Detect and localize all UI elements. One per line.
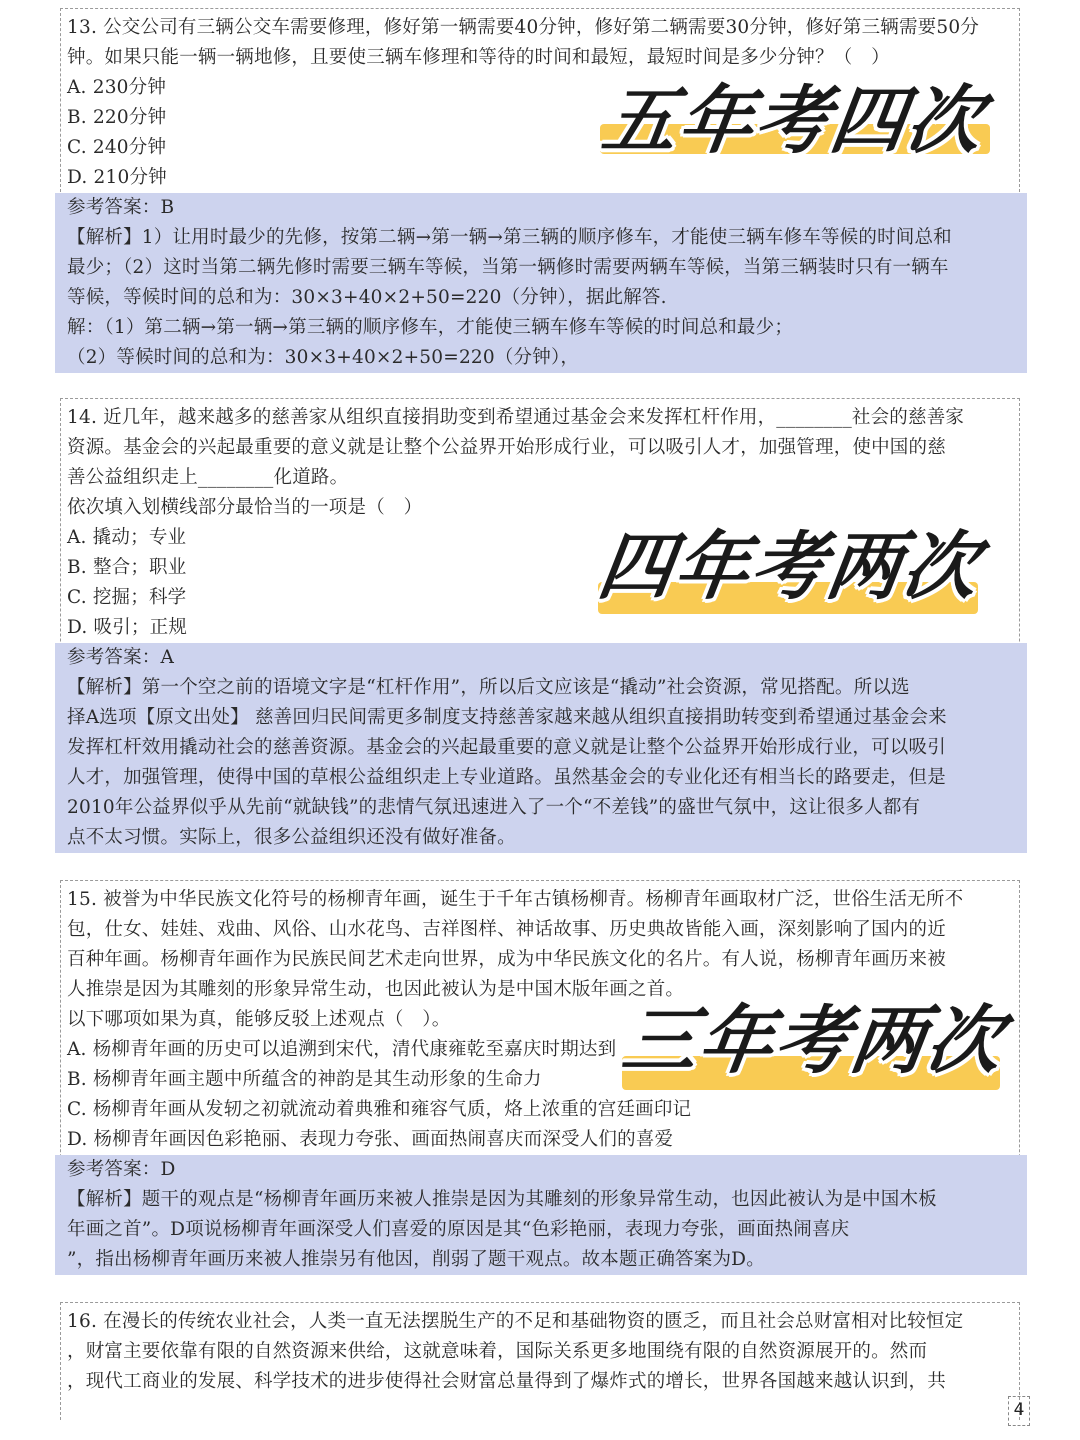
question-14-line-3: 善公益组织走上________化道路。 — [67, 467, 349, 488]
question-16-line-2: ，财富主要依靠有限的自然资源来供给，这就意味着，国际关系更多地围绕有限的自然资源展开的。然而 — [67, 1341, 928, 1362]
stamp-three-years-two-times: 三年考两次 — [617, 998, 1010, 1084]
question-13-explanation-3: 等候，等候时间的总和为：30×3+40×2+50=220（分钟），据此解答. — [67, 287, 667, 308]
question-14-content — [67, 403, 1015, 853]
question-16-line-3: ，现代工商业的发展、科学技术的进步使得社会财富总量得到了爆炸式的增长，世界各国越来越认识到，共 — [67, 1371, 946, 1392]
question-14-option-c: C. 挖掘；科学 — [67, 587, 187, 608]
question-16-box — [60, 1302, 1020, 1420]
question-13-answer-block — [55, 193, 1027, 373]
question-13-option-d: D. 210分钟 — [67, 167, 167, 188]
question-15-line-3: 百种年画。杨柳青年画作为民族民间艺术走向世界，成为中华民族文化的名片。有人说，杨柳青年画历来被 — [67, 949, 946, 970]
question-14-option-d: D. 吸引；正规 — [67, 617, 188, 638]
question-14-explanation-4: 人才，加强管理，使得中国的草根公益组织走上专业道路。虽然基金会的专业化还有相当长的路要走，但是 — [67, 767, 946, 788]
question-15-option-b: B. 杨柳青年画主题中所蕴含的神韵是其生动形象的生命力 — [67, 1069, 542, 1090]
question-15-line-4: 人推崇是因为其雕刻的形象异常生动，也因此被认为是中国木版年画之首。 — [67, 979, 685, 1000]
question-14-option-b: B. 整合；职业 — [67, 557, 187, 578]
question-16-content — [67, 1307, 1015, 1397]
question-13-explanation-4: 解：（1）第二辆→第一辆→第三辆的顺序修车，才能使三辆车修车等候的时间总和最少； — [67, 317, 794, 338]
stamp-four-years-two-times: 四年考两次 — [593, 524, 986, 610]
question-14-answer-block — [55, 643, 1027, 853]
question-13-line-1: 13. 公交公司有三辆公交车需要修理，修好第一辆需要40分钟，修好第二辆需要30分钟，修好第三辆需要50分 — [67, 17, 980, 38]
question-15-prompt: 以下哪项如果为真，能够反驳上述观点（ ）。 — [67, 1009, 451, 1030]
question-13-option-b: B. 220分钟 — [67, 107, 167, 128]
question-15-option-c: C. 杨柳青年画从发轫之初就流动着典雅和雍容气质，烙上浓重的宫廷画印记 — [67, 1099, 692, 1120]
question-14-prompt: 依次填入划横线部分最恰当的一项是（ ） — [67, 497, 423, 518]
question-15-explanation-3: ”，指出杨柳青年画历来被人推崇另有他因，削弱了题干观点。故本题正确答案为D。 — [67, 1249, 765, 1270]
question-13-option-c: C. 240分钟 — [67, 137, 167, 158]
question-14-explanation-2: 择A选项【原文出处】 慈善回归民间需更多制度支持慈善家越来越从组织直接捐助转变到希望通过基金会来 — [67, 707, 947, 728]
question-14-option-a: A. 撬动；专业 — [67, 527, 187, 548]
question-14-explanation-6: 点不太习惯。实际上，很多公益组织还没有做好准备。 — [67, 827, 516, 848]
question-14-explanation-3: 发挥杠杆效用撬动社会的慈善资源。基金会的兴起最重要的意义就是让整个公益界开始形成行业，可以吸引 — [67, 737, 946, 758]
question-15-option-a: A. 杨柳青年画的历史可以追溯到宋代，清代康雍乾至嘉庆时期达到 — [67, 1039, 617, 1060]
question-13-option-a: A. 230分钟 — [67, 77, 167, 98]
question-14-explanation-1: 【解析】第一个空之前的语境文字是“杠杆作用”，所以后文应该是“撬动”社会资源，常见搭配。所以选 — [67, 677, 910, 698]
question-14-line-1: 14. 近几年，越来越多的慈善家从组织直接捐助变到希望通过基金会来发挥杠杆作用，________社会的慈善家 — [67, 407, 965, 428]
stamp-five-years-four-times: 五年考四次 — [597, 78, 990, 164]
question-13-explanation-2: 最少；（2）这时当第二辆先修时需要三辆车等候，当第一辆修时需要两辆车等候，当第三辆装时只有一辆车 — [67, 257, 949, 278]
question-13-line-2: 钟。如果只能一辆一辆地修，且要使三辆车修理和等待的时间和最短，最短时间是多少分钟？（ ） — [67, 47, 890, 68]
question-14-answer: 参考答案：A — [67, 647, 175, 668]
question-13-explanation-5: （2）等候时间的总和为：30×3+40×2+50=220（分钟）， — [67, 347, 580, 368]
question-14-explanation-5: 2010年公益界似乎从先前“就缺钱”的悲情气氛迅速进入了一个“不差钱”的盛世气氛中，这让很多人都有 — [67, 797, 921, 818]
question-14-box — [60, 398, 1020, 852]
question-15-answer-block — [55, 1155, 1027, 1275]
question-15-explanation-2: 年画之首”。D项说杨柳青年画深受人们喜爱的原因是其“色彩艳丽，表现力夸张，画面热闹喜庆 — [67, 1219, 850, 1240]
question-14-line-2: 资源。基金会的兴起最重要的意义就是让整个公益界开始形成行业，可以吸引人才，加强管理，使中国的慈 — [67, 437, 946, 458]
question-15-line-2: 包，仕女、娃娃、戏曲、风俗、山水花鸟、吉祥图样、神话故事、历史典故皆能入画，深刻影响了国内的近 — [67, 919, 946, 940]
question-16-line-1: 16. 在漫长的传统农业社会，人类一直无法摆脱生产的不足和基础物资的匮乏，而且社会总财富相对比较恒定 — [67, 1311, 964, 1332]
page-number: 4 — [1008, 1396, 1030, 1426]
question-15-answer: 参考答案：D — [67, 1159, 176, 1180]
question-15-line-1: 15. 被誉为中华民族文化符号的杨柳青年画，诞生于千年古镇杨柳青。杨柳青年画取材广泛，世俗生活无所不 — [67, 889, 964, 910]
question-15-explanation-1: 【解析】题干的观点是“杨柳青年画历来被人推崇是因为其雕刻的形象异常生动，也因此被认为是中国木板 — [67, 1189, 937, 1210]
question-13-explanation-1: 【解析】1）让用时最少的先修，按第二辆→第一辆→第三辆的顺序修车，才能使三辆车修车等候的时间总和 — [67, 227, 952, 248]
question-15-option-d: D. 杨柳青年画因色彩艳丽、表现力夸张、画面热闹喜庆而深受人们的喜爱 — [67, 1129, 674, 1150]
question-13-answer: 参考答案：B — [67, 197, 175, 218]
